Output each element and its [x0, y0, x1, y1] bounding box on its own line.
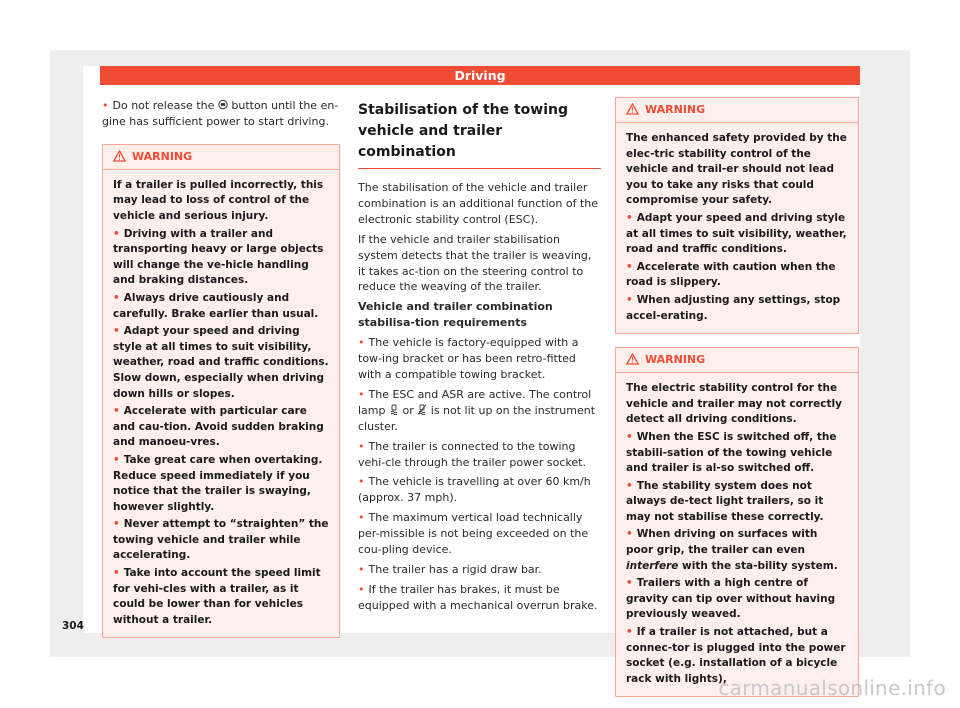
warning-box-trailer: [102, 144, 340, 639]
paragraph: If the vehicle and trailer stabilisation system detects that the trailer is weaving, it takes ac-tion on the steering control to reduce the weaving of the trailer.: [358, 232, 592, 294]
watermark: carmanualsonline.info: [718, 676, 946, 700]
esc-text-or: or: [402, 403, 414, 417]
chapter-header: Driving: [100, 66, 860, 85]
warning-bullet: • Take into account the speed limit for vehi-cles with a trailer, as it could be lower than for vehicles without a trailer.: [113, 566, 329, 628]
column-left: [102, 98, 340, 638]
subheading: Vehicle and trailer combination stabilisa-tion requirements: [358, 300, 553, 330]
grip-text-a: When driving on surfaces with poor grip, the trailer can even: [626, 528, 818, 557]
warning-bullet: • If a trailer is not attached, but a connec-tor is plugged into the power socket (e.g. installation of a bicycle rack with lights),: [626, 625, 848, 687]
warning-bullet: • Accelerate with caution when the road is slippery.: [626, 260, 848, 291]
requirement-bullet: • The trailer has a rigid draw bar.: [358, 562, 601, 578]
requirement-bullet: • The vehicle is travelling at over 60 km/h (approx. 37 mph).: [358, 474, 601, 506]
warning-triangle-icon: [626, 353, 639, 365]
grip-text-b: with the sta-bility system.: [682, 559, 838, 572]
warning-bullet: • When the ESC is switched off, the stabili-sation of the towing vehicle and trailer is al-so switched off.: [626, 430, 848, 477]
intro-bullet: [102, 98, 340, 130]
warning-bullet: • Adapt your speed and driving style at all times to suit visibility, weather, road and traffic conditions. Slow down, especially when driving down hills or slopes.: [113, 324, 329, 402]
page-number: 304: [62, 620, 84, 632]
warning-bullet: [626, 527, 848, 574]
warning-triangle-icon: [626, 103, 639, 115]
intro-text-a: Do not release the: [112, 99, 215, 112]
warning-lead: The electric stability control for the vehicle and trailer may not correctly detect all driving conditions.: [626, 382, 842, 426]
warning-header: [103, 145, 339, 170]
warning-bullet: • Adapt your speed and driving style at all times to suit visibility, weather, road and traffic conditions.: [626, 211, 848, 258]
warning-header: [616, 98, 858, 123]
warning-bullet: • Trailers with a high centre of gravity can tip over without having previously weaved.: [626, 576, 848, 623]
column-right: [615, 97, 859, 697]
section-heading: Stabilisation of the towing vehicle and trailer combination: [358, 100, 601, 169]
requirement-bullet: • The maximum vertical load technically per-missible is not being exceeded on the cou-pling device.: [358, 510, 601, 558]
esc-lamp-icon: [389, 404, 399, 415]
warning-title: WARNING: [132, 149, 193, 163]
esc-text-a: The ESC and ASR are active. The control lamp: [358, 387, 592, 417]
warning-bullet: • The stability system does not always de-tect light trailers, so it may not stabilise these correctly.: [626, 479, 848, 526]
grip-text-em: interfere: [626, 559, 679, 572]
warning-header: [616, 348, 858, 373]
warning-bullet: • Take great care when overtaking. Reduce speed immediately if you notice that the trailer is swaying, however slightly.: [113, 453, 329, 515]
warning-lead: The enhanced safety provided by the elec-tric stability control of the vehicle and trail-er should not lead you to take any risks that could compromise your safety.: [626, 132, 847, 207]
requirement-bullet: • If the trailer has brakes, it must be equipped with a mechanical overrun brake.: [358, 582, 601, 614]
warning-title: WARNING: [645, 103, 706, 116]
warning-lead: If a trailer is pulled incorrectly, this may lead to loss of control of the vehicle and serious injury.: [113, 178, 324, 222]
requirement-bullet: [358, 387, 601, 435]
intro-text-b: button until the en-gine has sufficient power to start driving.: [102, 99, 339, 128]
paragraph: The stabilisation of the vehicle and trailer combination is an additional function of the electronic stability control (ESC).: [358, 181, 599, 226]
warning-triangle-icon: [113, 150, 126, 162]
warning-bullet: • Driving with a trailer and transporting heavy or large objects will change the ve-hicle handling and braking distances.: [113, 227, 329, 289]
requirement-bullet: • The vehicle is factory-equipped with a tow-ing bracket or has been retro-fitted with a compatible towing bracket.: [358, 335, 601, 383]
warning-bullet: • Always drive cautiously and carefully. Brake earlier than usual.: [113, 291, 329, 322]
warning-box-detection: [615, 347, 859, 697]
warning-box-stability: [615, 97, 859, 334]
warning-title: WARNING: [645, 353, 706, 367]
warning-bullet: • Never attempt to “straighten” the towing vehicle and trailer while accelerating.: [113, 517, 329, 564]
requirement-bullet: • The trailer is connected to the towing vehi-cle through the trailer power socket.: [358, 439, 601, 471]
asr-lamp-icon: [417, 404, 427, 415]
esc-text-b: is not lit up on the instrument cluster.: [358, 403, 596, 433]
warning-bullet: • Accelerate with particular care and cau-tion. Avoid sudden braking and manoeu-vres.: [113, 404, 329, 451]
warning-bullet: • When adjusting any settings, stop accel-erating.: [626, 293, 848, 324]
column-middle: [358, 100, 601, 618]
engine-start-button-icon: [218, 99, 228, 110]
